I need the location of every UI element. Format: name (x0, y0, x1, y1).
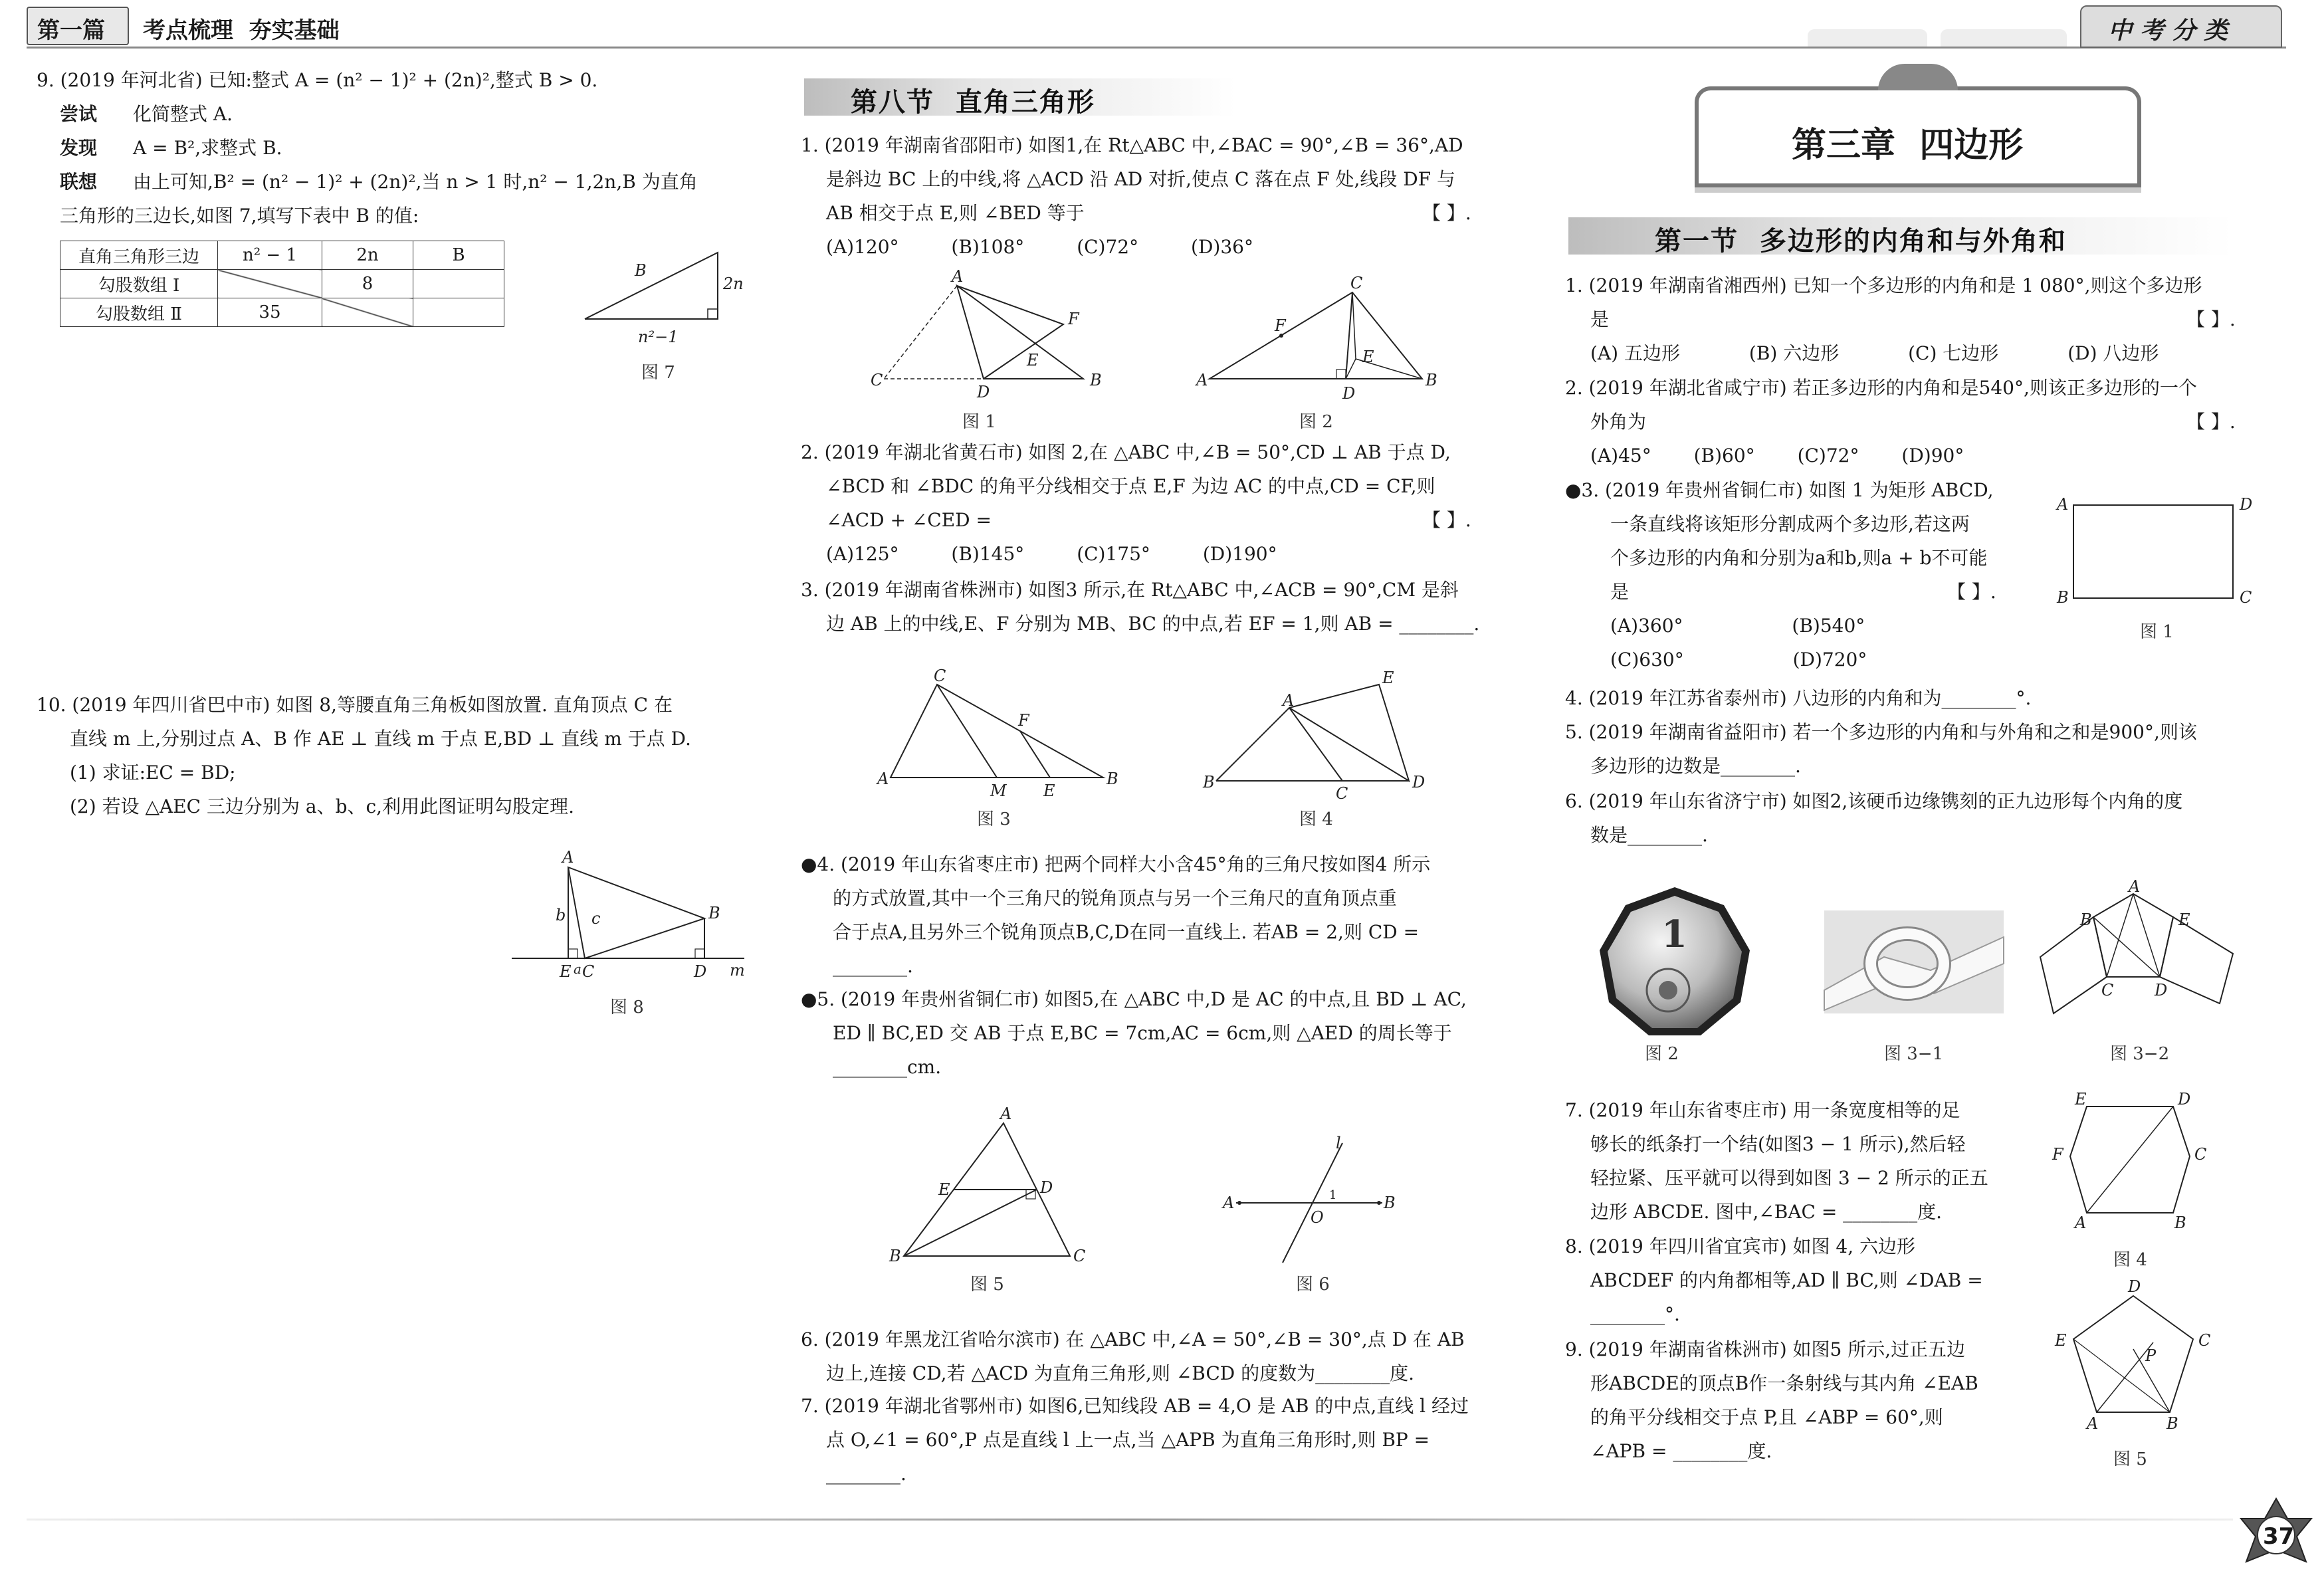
q9-link-label: 联想 (60, 171, 98, 193)
svg-text:C: C (1350, 274, 1363, 292)
svg-text:C: C (871, 371, 883, 389)
svg-text:C: C (1073, 1247, 1086, 1265)
svg-text:E: E (2055, 1331, 2067, 1350)
svg-text:O: O (1311, 1208, 1324, 1227)
right-q8-line: 8. (2019 年四川省宜宾市) 如图 4, 六边形 (1565, 1235, 1916, 1257)
svg-text:A: A (2057, 495, 2069, 514)
figure-4-right (2047, 1090, 2206, 1236)
svg-text:A: A (952, 267, 964, 286)
mid-q7 (801, 1389, 1469, 1491)
svg-text:A: A (562, 848, 574, 867)
right-q3-option-a[interactable]: (A)360° (1610, 615, 1683, 637)
fig7-caption: 图 7 (641, 363, 675, 383)
fig7-label-side: 2n (723, 274, 744, 293)
svg-text:D: D (2155, 981, 2168, 1000)
fig3-1-caption: 图 3−1 (1884, 1044, 1944, 1064)
mid-q1-line: AB 相交于点 E,则 ∠BED 等于 (826, 202, 1085, 224)
table-cell (322, 298, 413, 327)
svg-text:F: F (1018, 711, 1029, 730)
svg-text:A: A (2075, 1213, 2087, 1232)
svg-text:B: B (2166, 1414, 2178, 1433)
footer-rule (27, 1519, 2233, 1521)
mid-q2-option-a[interactable]: (A)125° (826, 543, 899, 565)
svg-text:D: D (977, 383, 990, 401)
table-row (60, 270, 504, 298)
right-q9-line: ∠APB = ________度. (1590, 1440, 1772, 1462)
fig8-caption: 图 8 (610, 998, 644, 1017)
svg-text:m: m (730, 961, 745, 980)
svg-text:A: A (877, 770, 889, 788)
fig7-label-b: B (635, 261, 647, 280)
right-q2-bracket: 【 】. (2186, 411, 2236, 433)
svg-text:E: E (2075, 1090, 2087, 1108)
right-q7-line: 轻拉紧、压平就可以得到如图 3 − 2 所示的正五 (1590, 1167, 1988, 1189)
right-q1-option-c[interactable]: (C) 七边形 (1908, 342, 1999, 364)
figure-7 (572, 239, 758, 346)
svg-text:1: 1 (1329, 1188, 1337, 1202)
section-8-banner (804, 78, 1236, 116)
right-q2 (1565, 371, 2275, 473)
mid-q3-line: 3. (2019 年湖南省株洲市) 如图3 所示,在 Rt△ABC 中,∠ACB = 90°,CM 是斜 (801, 579, 1459, 601)
right-q9 (1565, 1332, 1978, 1468)
mid-q2-line: ∠ACD + ∠CED = (826, 509, 992, 531)
mid-q1-option-b[interactable]: (B)108° (951, 236, 1025, 258)
svg-text:C: C (582, 962, 595, 981)
chapter-badge-tab (1878, 64, 1958, 90)
svg-text:C: C (2194, 1145, 2207, 1164)
svg-text:a: a (574, 961, 581, 977)
svg-text:P: P (2145, 1346, 2157, 1365)
right-q6 (1565, 784, 2182, 852)
fig5-right-caption: 图 5 (2113, 1449, 2147, 1469)
svg-text:M: M (990, 782, 1007, 800)
pythagorean-table (60, 241, 504, 327)
svg-text:A: A (2129, 877, 2141, 896)
header-title: 考点梳理 夯实基础 (143, 17, 340, 44)
svg-text:E: E (2178, 910, 2190, 929)
right-q3-line: ●3. (2019 年贵州省铜仁市) 如图 1 为矩形 ABCD, (1565, 479, 1994, 501)
figure-6-middle (1216, 1130, 1416, 1263)
coin-image (1595, 884, 1754, 1043)
right-q7-line: 够长的纸条打一个结(如图3 − 1 所示),然后轻 (1590, 1133, 1966, 1155)
right-q9-line: 9. (2019 年湖南省株洲市) 如图5 所示,过正五边 (1565, 1338, 1966, 1360)
header-right-label: 中考分类 (2108, 17, 2236, 45)
chapter-title: 第三章 四边形 (1792, 126, 2024, 165)
mid-q2-bracket: 【 】. (1422, 509, 1471, 531)
mid-q7-line: 点 O,∠1 = 60°,P 点是直线 l 上一点,当 △APB 为直角三角形时,则 BP = (826, 1429, 1430, 1451)
table-cell: 8 (322, 270, 413, 298)
svg-text:A: A (1223, 1194, 1235, 1212)
table-cell: B (413, 241, 504, 270)
right-q2-line: 2. (2019 年湖北省咸宁市) 若正多边形的内角和是540°,则该正多边形的一个 (1565, 377, 2197, 399)
mid-q2-option-d[interactable]: (D)190° (1202, 543, 1277, 565)
table-cell: 勾股数组 Ⅱ (60, 298, 218, 327)
svg-text:B: B (1426, 371, 1437, 389)
svg-text:D: D (2178, 1090, 2191, 1108)
header-part-tab (27, 7, 129, 45)
svg-text:A: A (2087, 1414, 2099, 1433)
mid-q2-line: 2. (2019 年湖北省黄石市) 如图 2,在 △ABC 中,∠B = 50°,CD ⊥ AB 于点 D, (801, 441, 1451, 463)
svg-text:c: c (591, 909, 601, 928)
svg-text:C: C (2240, 588, 2252, 607)
mid-q2-option-c[interactable]: (C)175° (1077, 543, 1150, 565)
svg-text:E: E (1362, 348, 1374, 366)
right-q2-option-a[interactable]: (A)45° (1590, 445, 1651, 467)
fig1-mid-caption: 图 1 (962, 412, 996, 432)
page-number: 37 (2263, 1523, 2295, 1550)
table-cell (413, 270, 504, 298)
fig2-right-caption: 图 2 (1645, 1044, 1679, 1064)
q9-find-text: A = B²,求整式 B. (133, 137, 282, 159)
svg-text:C: C (934, 667, 946, 685)
svg-text:D: D (694, 962, 707, 981)
mid-q1-option-d[interactable]: (D)36° (1191, 236, 1253, 258)
section-1-banner (1568, 217, 2233, 255)
svg-text:B: B (2057, 588, 2069, 607)
fig1-right-caption: 图 1 (2140, 622, 2174, 642)
fig3-2-caption: 图 3−2 (2110, 1044, 2170, 1064)
figure-5-middle (877, 1105, 1097, 1265)
mid-q5-line: ________cm. (833, 1056, 942, 1078)
svg-text:l: l (1336, 1134, 1341, 1152)
svg-text:C: C (2101, 981, 2114, 1000)
svg-text:A: A (1283, 691, 1295, 710)
right-q8-line: ABCDEF 的内角都相等,AD ∥ BC,则 ∠DAB = (1590, 1269, 1983, 1291)
right-q3 (1565, 473, 2075, 677)
q10-line2: 直线 m 上,分别过点 A、B 作 AE ⊥ 直线 m 于点 E,BD ⊥ 直线 m 于点 D. (70, 728, 691, 750)
fig3-mid-caption: 图 3 (977, 809, 1011, 829)
svg-text:1: 1 (1661, 912, 1687, 956)
mid-q4 (801, 847, 1430, 983)
right-q7-line: 7. (2019 年山东省枣庄市) 用一条宽度相等的足 (1565, 1099, 1960, 1121)
right-q1-line: 1. (2019 年湖南省湘西州) 已知一个多边形的内角和是 1 080°,则这个多边形 (1565, 274, 2202, 296)
mid-q1-line: 1. (2019 年湖南省邵阳市) 如图1,在 Rt△ABC 中,∠BAC = 90°,∠B = 36°,AD (801, 134, 1463, 156)
table-row (60, 241, 504, 270)
right-q7-line: 边形 ABCDE. 图中,∠BAC = ________度. (1590, 1201, 1943, 1223)
svg-text:B: B (1203, 773, 1215, 791)
right-q3-option-b[interactable]: (B)540° (1792, 615, 1865, 637)
mid-q4-line: ●4. (2019 年山东省枣庄市) 把两个同样大小含45°角的三角尺按如图4 所示 (801, 853, 1431, 875)
mid-q1 (801, 128, 1491, 264)
mid-q6-line: 边上,连接 CD,若 △ACD 为直角三角形,则 ∠BCD 的度数为________度. (826, 1362, 1415, 1384)
fig6-mid-caption: 图 6 (1296, 1275, 1330, 1295)
svg-text:F: F (1068, 310, 1079, 328)
table-cell: 35 (218, 298, 322, 327)
q9-line1: 9. (2019 年河北省) 已知:整式 A = (n² − 1)² + (2n)²,整式 B > 0. (37, 69, 598, 91)
right-q2-option-c[interactable]: (C)72° (1797, 445, 1859, 467)
svg-text:B: B (1384, 1194, 1396, 1212)
table-cell: n² − 1 (218, 241, 322, 270)
mid-q6-line: 6. (2019 年黑龙江省哈尔滨市) 在 △ABC 中,∠A = 50°,∠B = 30°,点 D 在 AB (801, 1328, 1465, 1350)
mid-q1-line: 是斜边 BC 上的中线,将 △ACD 沿 AD 对折,使点 C 落在点 F 处,线段 DF 与 (826, 168, 1456, 190)
q9-find-label: 发现 (60, 137, 98, 159)
right-q9-line: 的角平分线相交于点 P,且 ∠ABP = 60°,则 (1590, 1406, 1943, 1428)
table-cell: 勾股数组 Ⅰ (60, 270, 218, 298)
right-q8-line: ________°. (1590, 1303, 1680, 1325)
figure-8 (512, 844, 751, 990)
q10-line3: (1) 求证:EC = BD; (70, 762, 236, 784)
fig5-mid-caption: 图 5 (970, 1275, 1004, 1295)
right-q3-option-d[interactable]: (D)720° (1792, 649, 1867, 671)
chapter-badge (1695, 86, 2141, 187)
mid-q4-line: 的方式放置,其中一个三角尺的锐角顶点与另一个三角尺的直角顶点重 (833, 887, 1397, 909)
right-q3-bracket: 【 】. (1947, 581, 1996, 603)
section-1-title: 第一节 多边形的内角和与外角和 (1655, 226, 2067, 257)
table-row (60, 298, 504, 327)
table-cell: 2n (322, 241, 413, 270)
svg-text:B: B (708, 904, 720, 922)
mid-q2 (801, 435, 1491, 571)
svg-text:B: B (2174, 1213, 2186, 1232)
mid-q3-line: 边 AB 上的中线,E、F 分别为 MB、BC 的中点,若 EF = 1,则 AB = ________. (826, 613, 1480, 635)
svg-text:D: D (1342, 384, 1356, 403)
right-q2-line: 外角为 (1590, 411, 1647, 433)
mid-q2-option-b[interactable]: (B)145° (951, 543, 1025, 565)
mid-q1-option-a[interactable]: (A)120° (826, 236, 899, 258)
figure-4-middle (1196, 669, 1435, 803)
right-q1-option-b[interactable]: (B) 六边形 (1748, 342, 1840, 364)
svg-text:E: E (1043, 782, 1055, 800)
svg-text:E: E (1382, 669, 1394, 687)
right-q1-line: 是 (1590, 308, 1610, 330)
mid-q7-line: ________. (826, 1463, 906, 1485)
right-q1-option-a[interactable]: (A) 五边形 (1590, 342, 1680, 364)
svg-text:E: E (560, 962, 572, 981)
header-bar (0, 0, 2324, 53)
right-q3-line: 是 (1610, 581, 1630, 603)
svg-text:B: B (1090, 371, 1102, 389)
svg-text:E: E (1027, 351, 1039, 369)
right-q1 (1565, 268, 2275, 370)
left-q10 (37, 688, 691, 823)
right-q2-option-d[interactable]: (D)90° (1901, 445, 1964, 467)
figure-5-right (2047, 1277, 2220, 1442)
right-q7 (1565, 1093, 1988, 1229)
mid-q4-line: 合于点A,且另外三个锐角顶点B,C,D在同一直线上. 若AB = 2,则 CD = (833, 921, 1420, 943)
right-q1-option-d[interactable]: (D) 八边形 (2067, 342, 2159, 364)
right-q1-bracket: 【 】. (2186, 308, 2236, 330)
q9-line-last: 三角形的三边长,如图 7,填写下表中 B 的值: (60, 205, 419, 227)
mid-q3 (801, 573, 1479, 641)
mid-q1-option-c[interactable]: (C)72° (1077, 236, 1139, 258)
mid-q1-bracket: 【 】. (1422, 202, 1471, 224)
mid-q5 (801, 982, 1467, 1084)
paper-knot-image (1824, 910, 2004, 1013)
figure-3-2 (2034, 877, 2246, 1017)
svg-text:F: F (2052, 1145, 2063, 1164)
q10-line1: 10. (2019 年四川省巴中市) 如图 8,等腰直角三角板如图放置. 直角顶点 C 在 (37, 694, 673, 716)
svg-text:F: F (1275, 316, 1286, 335)
header-rule (27, 47, 2286, 49)
fig4-mid-caption: 图 4 (1299, 809, 1333, 829)
svg-text:D: D (2240, 495, 2253, 514)
right-q3-line: 个多边形的内角和分别为a和b,则a + b不可能 (1610, 547, 1988, 569)
mid-q5-line: ED ∥ BC,ED 交 AB 于点 E,BC = 7cm,AC = 6cm,则 △AED 的周长等于 (833, 1022, 1452, 1044)
right-q8 (1565, 1229, 1983, 1331)
fig7-label-base: n²−1 (638, 328, 679, 346)
q9-try-label: 尝试 (60, 103, 98, 125)
header-deco-tab-2 (1941, 29, 2067, 47)
table-cell: 直角三角形三边 (60, 241, 218, 270)
q10-line4: (2) 若设 △AEC 三边分别为 a、b、c,利用此图证明勾股定理. (70, 795, 574, 817)
q9-link-text: 由上可知,B² = (n² − 1)² + (2n)²,当 n > 1 时,n² − 1,2n,B 为直角 (133, 171, 698, 193)
right-q4-line: 4. (2019 年江苏省泰州市) 八边形的内角和为________°. (1565, 687, 2032, 709)
svg-text:C: C (1336, 784, 1348, 803)
figure-1-right (2054, 495, 2253, 608)
section-8-title: 第八节 直角三角形 (851, 87, 1095, 118)
right-q2-option-b[interactable]: (B)60° (1693, 445, 1755, 467)
fig4-right-caption: 图 4 (2113, 1250, 2147, 1270)
q9-try-text: 化简整式 A. (133, 103, 233, 125)
mid-q2-line: ∠BCD 和 ∠BDC 的角平分线相交于点 E,F 为边 AC 的中点,CD = CF,则 (826, 475, 1435, 497)
right-q3-option-c[interactable]: (C)630° (1610, 649, 1684, 671)
svg-text:B: B (1107, 770, 1118, 788)
right-q6-line: 数是________. (1590, 824, 1708, 846)
svg-text:D: D (1040, 1178, 1053, 1197)
table-cell (218, 270, 322, 298)
header-deco-tab-1 (1808, 29, 1927, 47)
mid-q4-line: ________. (833, 955, 913, 977)
mid-q7-line: 7. (2019 年湖北省鄂州市) 如图6,已知线段 AB = 4,O 是 AB 的中点,直线 l 经过 (801, 1395, 1469, 1417)
right-q5-line: 5. (2019 年湖南省益阳市) 若一个多边形的内角和与外角和之和是900°,则该 (1565, 721, 2197, 743)
mid-q6 (801, 1322, 1465, 1390)
right-q4 (1565, 681, 2031, 715)
right-q5 (1565, 715, 2197, 783)
mid-q5-line: ●5. (2019 年贵州省铜仁市) 如图5,在 △ABC 中,D 是 AC 的中点,且 BD ⊥ AC, (801, 988, 1467, 1010)
figure-1-middle (864, 266, 1103, 399)
left-q9 (37, 63, 698, 233)
header-right-tab (2080, 5, 2282, 48)
fig2-mid-caption: 图 2 (1299, 412, 1333, 432)
table-cell (413, 298, 504, 327)
right-q9-line: 形ABCDE的顶点B作一条射线与其内角 ∠EAB (1590, 1372, 1978, 1394)
svg-text:C: C (2198, 1331, 2211, 1350)
svg-text:B: B (2080, 910, 2092, 929)
svg-text:D: D (1412, 773, 1426, 791)
header-part: 第一篇 (37, 17, 105, 44)
figure-3-middle (877, 667, 1130, 800)
right-q5-line: 多边形的边数是________. (1590, 755, 1801, 777)
right-q6-line: 6. (2019 年山东省济宁市) 如图2,该硬币边缘镌刻的正九边形每个内角的度 (1565, 790, 2183, 812)
svg-text:E: E (938, 1180, 950, 1199)
svg-text:D: D (2128, 1277, 2141, 1296)
svg-text:A: A (1196, 371, 1208, 389)
svg-text:B: B (889, 1247, 901, 1265)
figure-2-middle (1196, 272, 1442, 403)
svg-text:b: b (556, 906, 566, 924)
right-q3-line: 一条直线将该矩形分割成两个多边形,若这两 (1610, 513, 1970, 535)
svg-text:A: A (1000, 1105, 1012, 1123)
